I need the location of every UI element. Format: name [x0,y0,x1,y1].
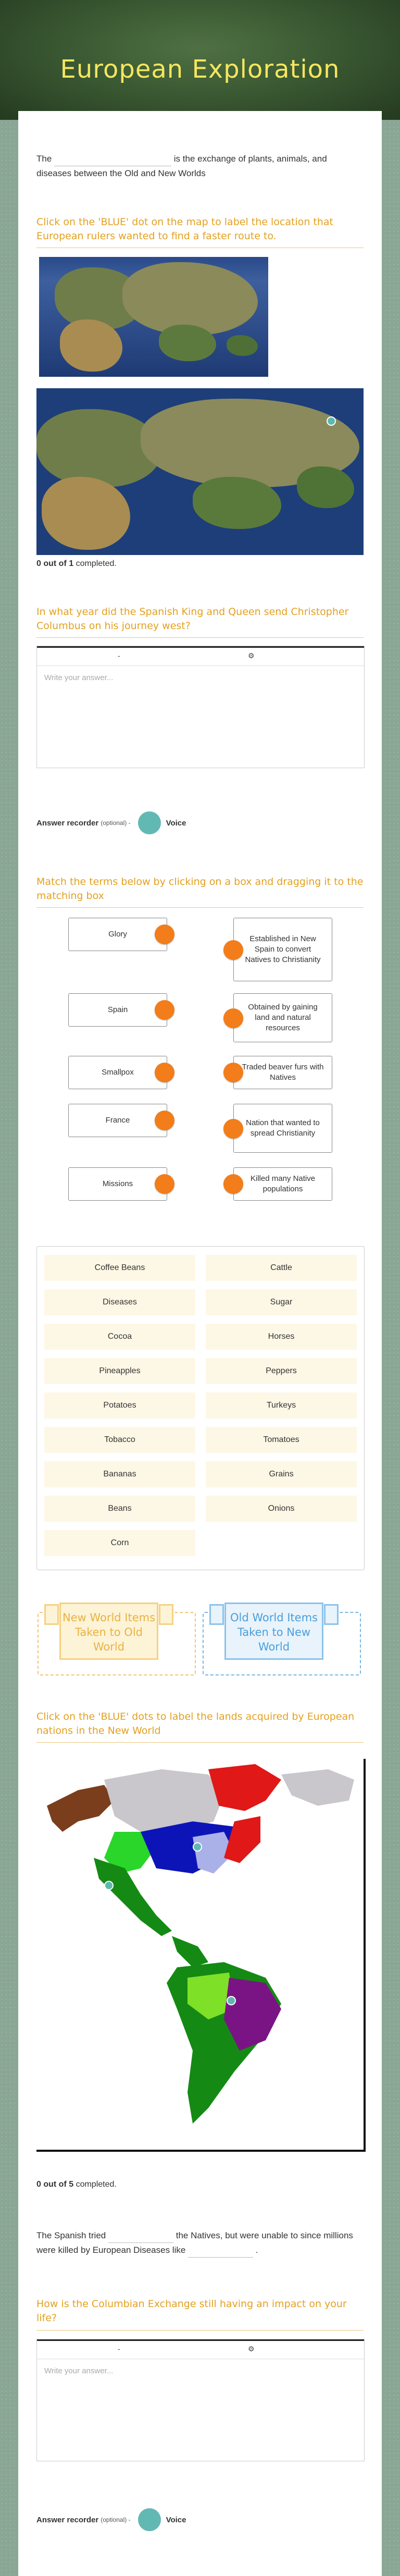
drop-zone-label: New World Items Taken to Old World [59,1603,158,1660]
match-definition-1[interactable]: Established in New Spain to convert Natives to Christianity [233,918,332,981]
matching-prompt: Match the terms below by clicking on a box and dragging it to the matching box [36,876,364,902]
map-question-2-prompt: Click on the 'BLUE' dots to label the lands acquired by European nations in the New World [36,1711,355,1736]
map-question-1-prompt: Click on the 'BLUE' dot on the map to label the location that European rulers wanted to find a faster route to. [36,216,333,242]
divider [36,1742,364,1743]
editor-toolbar [37,2339,364,2359]
world-map-small [39,257,268,377]
blue-dot-marker[interactable] [327,416,336,426]
americas-map-graphic [36,1759,361,2148]
sort-item[interactable]: Onions [206,1496,357,1522]
map-1-progress: 0 out of 1 completed. [36,559,117,568]
sort-item[interactable]: Horses [206,1324,357,1350]
drop-zone-label: Old World Items Taken to New World [224,1603,323,1660]
matching-question [18,875,382,903]
intro-blank-input[interactable] [54,154,171,166]
map-2-progress: 0 out of 5 completed. [36,2180,117,2189]
year-answer-editor [36,646,365,768]
drag-handle[interactable] [223,940,243,960]
match-definition-4[interactable]: Nation that wanted to spread Christianity [233,1104,332,1153]
sort-item[interactable]: Corn [44,1530,195,1556]
map-question-1 [18,215,382,243]
spanish-fill-section [18,2228,382,2258]
page-header [0,0,400,120]
drag-handle[interactable] [155,925,174,944]
divider [36,637,364,638]
world-map-large [36,388,364,555]
exchange-answer-recorder: Answer recorder (optional) - Voice [36,2508,186,2531]
sort-item[interactable]: Cocoa [44,1324,195,1350]
record-voice-button[interactable] [138,2508,161,2531]
page-title: European Exploration [60,55,340,84]
sort-item[interactable]: Sugar [206,1289,357,1315]
worksheet-card [18,111,382,2576]
sort-item[interactable]: Bananas [44,1461,195,1487]
match-definition-3[interactable]: Traded beaver furs with Natives [233,1056,332,1089]
sort-item[interactable]: Tomatoes [206,1427,357,1453]
blue-dot-marker[interactable] [193,1842,202,1852]
font-size-dropdown[interactable]: - [118,651,120,660]
year-answer-textarea[interactable]: Write your answer... [37,665,364,768]
sort-item[interactable]: Beans [44,1496,195,1522]
match-term-france[interactable]: France [68,1104,167,1137]
spanish-sentence: The Spanish tried the Natives, but were unable to since millions were killed by European Diseases like . [18,2228,382,2258]
match-definition-2[interactable]: Obtained by gaining land and natural resources [233,993,332,1042]
match-term-spain[interactable]: Spain [68,993,167,1027]
sort-item[interactable]: Coffee Beans [44,1255,195,1281]
sort-item[interactable]: Turkeys [206,1392,357,1419]
drag-handle[interactable] [155,1174,174,1194]
spanish-blank-input-1[interactable] [108,2231,173,2243]
match-term-smallpox[interactable]: Smallpox [68,1056,167,1089]
divider [36,2330,364,2331]
sort-item[interactable]: Cattle [206,1255,357,1281]
editor-toolbar [37,646,364,665]
exchange-answer-editor [36,2339,365,2461]
match-term-glory[interactable]: Glory [68,918,167,951]
drag-handle[interactable] [155,1063,174,1082]
drag-handle[interactable] [223,1119,243,1139]
drag-handle[interactable] [223,1063,243,1082]
drop-zone-new-to-old[interactable] [38,1612,196,1675]
drag-handle[interactable] [223,1008,243,1028]
intro-fill-section [18,152,382,181]
map-question-2 [18,1710,382,1738]
blue-dot-marker[interactable] [104,1881,114,1890]
exchange-question [18,2297,382,2325]
year-answer-recorder: Answer recorder (optional) - Voice [36,811,186,834]
drag-handle[interactable] [155,1000,174,1020]
intro-sentence: The is the exchange of plants, animals, and diseases between the Old and New Worlds [36,154,327,178]
record-voice-button[interactable] [138,811,161,834]
match-term-missions[interactable]: Missions [68,1167,167,1201]
sorting-items-panel [36,1246,365,1570]
exchange-question-prompt: How is the Columbian Exchange still having an impact on your life? [36,2298,347,2324]
year-question-prompt: In what year did the Spanish King and Queen send Christopher Columbus on his journey west? [36,606,349,632]
sort-item[interactable]: Peppers [206,1358,357,1384]
year-question [18,605,382,633]
exchange-answer-textarea[interactable]: Write your answer... [37,2359,364,2461]
sort-item[interactable]: Diseases [44,1289,195,1315]
drag-handle[interactable] [155,1111,174,1130]
divider [36,907,364,908]
sort-item[interactable]: Grains [206,1461,357,1487]
spanish-blank-input-2[interactable] [188,2246,253,2258]
match-definition-5[interactable]: Killed many Native populations [233,1167,332,1201]
drag-handle[interactable] [223,1174,243,1194]
sort-item[interactable]: Pineapples [44,1358,195,1384]
sort-item[interactable]: Potatoes [44,1392,195,1419]
drop-zone-old-to-new[interactable] [203,1612,361,1675]
settings-icon[interactable]: ⚙ [248,2345,255,2353]
font-size-dropdown[interactable]: - [118,2345,120,2353]
blue-dot-marker[interactable] [227,1996,236,2005]
sort-item[interactable]: Tobacco [44,1427,195,1453]
americas-map [36,1759,366,2152]
settings-icon[interactable]: ⚙ [248,651,255,660]
